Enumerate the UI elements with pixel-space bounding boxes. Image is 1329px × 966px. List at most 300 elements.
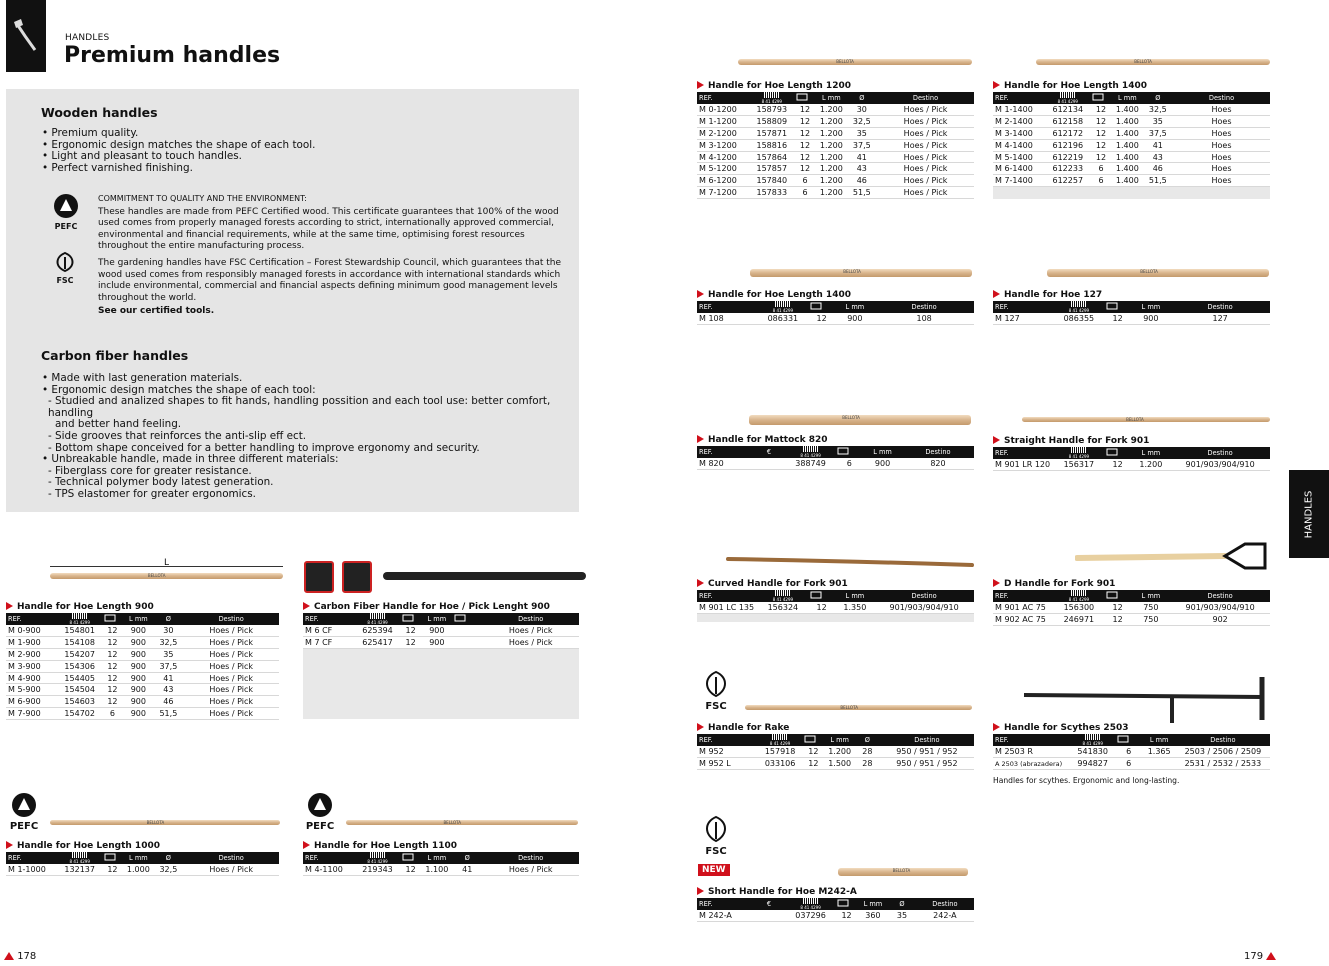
table-row xyxy=(697,910,974,922)
ean-prefix: 8 41 4299 xyxy=(800,453,821,458)
table-cell: 901/903/904/910 xyxy=(874,602,974,614)
curved-handle-image xyxy=(726,555,974,575)
table-cell: 157871 xyxy=(750,128,794,140)
pefc-text: These handles are made from PEFC Certified wood. This certificate guarantees that 100% of the wood used comes from properly managed forests according to strict, internationally approved commercial, environmental and financial requirements, while at the same time, optimising forest resources throughout the entire manufacturing process. xyxy=(98,206,559,252)
barcode-icon xyxy=(72,613,88,619)
table-cell: 12 xyxy=(1104,614,1132,626)
product-section xyxy=(697,80,974,199)
table-cell: 1.400 xyxy=(1112,175,1142,187)
column-header: REF. xyxy=(993,447,1054,459)
column-header xyxy=(1054,447,1104,459)
column-header: Destino xyxy=(1170,301,1270,313)
table-cell: 51,5 xyxy=(847,187,877,199)
column-header: Destino xyxy=(874,590,974,602)
table-cell: 12 xyxy=(794,151,816,163)
table-row xyxy=(697,187,974,199)
bullet: - Side grooves that reinforces the anti-slip eff ect. xyxy=(48,429,307,442)
column-header: Destino xyxy=(482,852,579,864)
column-header: Destino xyxy=(902,446,974,458)
table-cell: 219343 xyxy=(355,864,399,876)
handle-image xyxy=(346,820,578,825)
box-qty-icon xyxy=(1104,447,1132,459)
table-filler xyxy=(697,614,974,622)
box-qty-icon xyxy=(835,446,863,458)
column-header: Destino xyxy=(874,301,974,313)
ean-prefix: 8 41 4299 xyxy=(367,859,388,864)
table-cell: Hoes / Pick xyxy=(877,116,974,128)
product-section xyxy=(303,840,579,876)
table-cell: 1.365 xyxy=(1143,746,1176,758)
table-cell: 246971 xyxy=(1054,614,1104,626)
column-header xyxy=(58,852,102,864)
table-cell: 12 xyxy=(794,116,816,128)
table-cell: 901/903/904/910 xyxy=(1170,459,1270,471)
table-cell: M 1-900 xyxy=(6,637,58,649)
table-cell: M 902 AC 75 xyxy=(993,614,1054,626)
table-cell: 132137 xyxy=(58,864,102,876)
handle-image xyxy=(749,415,971,425)
box-qty-icon xyxy=(1104,301,1132,313)
table-row xyxy=(697,104,974,116)
ean-prefix: 8 41 4299 xyxy=(761,99,782,104)
table-cell: 612219 xyxy=(1046,151,1090,163)
column-header: L mm xyxy=(123,852,153,864)
table-cell: 612172 xyxy=(1046,128,1090,140)
table-row xyxy=(6,625,279,637)
carbon-handle-image xyxy=(383,572,586,580)
barcode-icon xyxy=(1071,301,1087,307)
page-number-left: 178 xyxy=(4,951,36,962)
ean-prefix: 8 41 4299 xyxy=(1057,99,1078,104)
barcode-icon xyxy=(1085,734,1101,740)
table-cell: 360 xyxy=(858,910,888,922)
ean-prefix: 8 41 4299 xyxy=(1082,741,1103,746)
barcode-icon xyxy=(775,590,791,596)
table-cell: M 820 xyxy=(697,458,752,470)
table-cell: 43 xyxy=(1143,151,1173,163)
bullet: • Light and pleasant to touch handles. xyxy=(42,150,242,163)
table-cell: 157864 xyxy=(750,151,794,163)
table-cell: M 6 CF xyxy=(303,625,355,637)
table-cell: M 5-900 xyxy=(6,684,58,696)
page-title: Premium handles xyxy=(64,43,281,68)
table-cell: 033106 xyxy=(758,758,802,770)
column-header: REF. xyxy=(993,590,1054,602)
barcode-icon xyxy=(370,613,386,619)
table-cell xyxy=(752,910,785,922)
scythe-note: Handles for scythes. Ergonomic and long-lasting. xyxy=(993,776,1180,785)
table-cell: 32,5 xyxy=(153,637,183,649)
certification-text xyxy=(98,193,568,318)
column-header: Destino xyxy=(183,613,279,625)
table-row xyxy=(697,139,974,151)
table-cell: M 7-1200 xyxy=(697,187,750,199)
column-header: Destino xyxy=(877,92,974,104)
product-name: Curved Handle for Fork 901 xyxy=(697,578,974,590)
handle-image xyxy=(50,820,280,825)
table-cell: 901/903/904/910 xyxy=(1170,602,1270,614)
handle-image xyxy=(1022,417,1270,422)
wooden-title: Wooden handles xyxy=(41,105,158,120)
box-qty-icon xyxy=(794,92,816,104)
table-cell: 12 xyxy=(1090,139,1112,151)
ean-prefix: 8 41 4299 xyxy=(772,597,794,602)
table-cell: 12 xyxy=(802,758,824,770)
table-cell: M 2503 R xyxy=(993,746,1071,758)
column-header: L mm xyxy=(1112,92,1142,104)
barcode-icon xyxy=(803,446,819,452)
product-section xyxy=(993,80,1270,199)
table-row xyxy=(6,649,279,661)
table-cell: 154207 xyxy=(58,649,102,661)
table-cell: 12 xyxy=(400,864,422,876)
table-cell: 900 xyxy=(123,660,153,672)
table-cell: 154603 xyxy=(58,696,102,708)
column-header: L mm xyxy=(1131,590,1170,602)
column-header: Ø xyxy=(1143,92,1173,104)
column-header: L mm xyxy=(863,446,902,458)
column-header xyxy=(1071,734,1115,746)
pefc-logo: PEFC xyxy=(46,193,86,231)
table-cell: 1.200 xyxy=(816,104,846,116)
table-cell: 612134 xyxy=(1046,104,1090,116)
product-name: Handle for Mattock 820 xyxy=(697,434,974,446)
table-cell: 1.200 xyxy=(816,151,846,163)
column-header: Destino xyxy=(916,898,974,910)
table-cell: 46 xyxy=(847,175,877,187)
length-label: L xyxy=(163,558,169,568)
table-cell: 12 xyxy=(794,163,816,175)
table-cell: M 901 LC 135 xyxy=(697,602,758,614)
table-cell: Hoes / Pick xyxy=(183,864,279,876)
table-cell: 32,5 xyxy=(1143,104,1173,116)
bullet: and better hand feeling. xyxy=(55,418,182,431)
column-header: REF. xyxy=(697,301,758,313)
table-cell: 750 xyxy=(1131,614,1170,626)
table-cell: 12 xyxy=(102,660,124,672)
bullet: • Premium quality. xyxy=(42,127,139,139)
handle-image xyxy=(750,269,972,277)
column-header: L mm xyxy=(1131,447,1170,459)
table-cell: Hoes / Pick xyxy=(877,187,974,199)
table-cell: Hoes xyxy=(1173,139,1270,151)
carbon-bullets xyxy=(42,373,572,501)
table-cell: 41 xyxy=(153,672,183,684)
box-qty-icon xyxy=(1090,92,1112,104)
table-cell: 1.400 xyxy=(1112,151,1142,163)
column-header xyxy=(1054,301,1104,313)
table-row xyxy=(697,458,974,470)
table-row xyxy=(993,758,1270,770)
table-cell: 1.200 xyxy=(816,187,846,199)
table-cell: 12 xyxy=(1104,459,1132,471)
table-cell: M 1-1200 xyxy=(697,116,750,128)
table-cell: 1.400 xyxy=(1112,116,1142,128)
table-cell: 6 xyxy=(1090,175,1112,187)
column-header: L mm xyxy=(123,613,153,625)
table-cell: Hoes / Pick xyxy=(877,128,974,140)
box-qty-icon xyxy=(802,734,824,746)
box-qty-icon xyxy=(1115,734,1143,746)
product-section xyxy=(697,886,974,922)
table-cell: M 3-1200 xyxy=(697,139,750,151)
table-cell: 37,5 xyxy=(847,139,877,151)
table-cell: 950 / 951 / 952 xyxy=(880,746,974,758)
column-header xyxy=(786,446,836,458)
table-cell: 12 xyxy=(400,625,422,637)
product-name: Handle for Scythes 2503 xyxy=(993,722,1270,734)
pefc-logo: PEFC xyxy=(303,792,337,832)
product-name: Handle for Hoe Length 1400 xyxy=(993,80,1270,92)
table-cell: 154306 xyxy=(58,660,102,672)
ean-prefix: 8 41 4299 xyxy=(1068,454,1090,459)
table-cell: 6 xyxy=(1115,746,1143,758)
table-cell: 35 xyxy=(153,649,183,661)
column-header: € xyxy=(752,898,785,910)
box-qty-icon xyxy=(102,613,124,625)
column-header: REF. xyxy=(993,301,1054,313)
table-cell: 12 xyxy=(1090,128,1112,140)
table-row xyxy=(993,139,1270,151)
table-cell: 625394 xyxy=(355,625,399,637)
barcode-icon xyxy=(803,898,819,904)
table-row xyxy=(993,116,1270,128)
product-table xyxy=(697,92,974,199)
table-cell: 6 xyxy=(1090,163,1112,175)
table-cell: 154405 xyxy=(58,672,102,684)
table-cell: 900 xyxy=(123,625,153,637)
table-row xyxy=(6,637,279,649)
table-cell: M 4-1200 xyxy=(697,151,750,163)
table-cell: Hoes / Pick xyxy=(877,151,974,163)
column-header: Ø xyxy=(888,898,916,910)
product-table xyxy=(993,92,1270,187)
product-name: Handle for Rake xyxy=(697,722,974,734)
column-header: L mm xyxy=(858,898,888,910)
product-table xyxy=(303,852,579,876)
handle-image xyxy=(1036,59,1270,65)
column-header xyxy=(1046,92,1090,104)
column-header: Destino xyxy=(183,852,279,864)
table-cell: 12 xyxy=(102,672,124,684)
table-row xyxy=(993,104,1270,116)
product-table xyxy=(993,734,1270,770)
box-qty-icon xyxy=(102,852,124,864)
table-filler xyxy=(993,187,1270,199)
box-qty-icon xyxy=(400,613,422,625)
column-header: Ø xyxy=(847,92,877,104)
table-row xyxy=(697,746,974,758)
handle-image xyxy=(745,705,972,710)
fsc-logo: FSC xyxy=(697,815,735,857)
table-cell: 900 xyxy=(123,649,153,661)
column-header: Destino xyxy=(1176,734,1270,746)
table-cell: 1.200 xyxy=(816,128,846,140)
table-cell xyxy=(752,458,785,470)
table-cell: 46 xyxy=(153,696,183,708)
table-cell: 12 xyxy=(1090,104,1112,116)
table-cell: M 3-900 xyxy=(6,660,58,672)
bullet: • Ergonomic design matches the shape of each tool: xyxy=(42,383,316,396)
fsc-logo: FSC xyxy=(48,251,82,285)
table-cell: 900 xyxy=(1131,313,1170,325)
table-row xyxy=(697,163,974,175)
box-qty-icon xyxy=(400,852,422,864)
column-header: REF. xyxy=(303,852,355,864)
table-cell: M 6-900 xyxy=(6,696,58,708)
table-cell: 6 xyxy=(102,708,124,720)
table-cell: M 952 L xyxy=(697,758,758,770)
table-cell: 51,5 xyxy=(1143,175,1173,187)
table-row xyxy=(697,151,974,163)
table-cell: 127 xyxy=(1170,313,1270,325)
ean-prefix: 8 41 4299 xyxy=(1068,597,1090,602)
table-cell: 157840 xyxy=(750,175,794,187)
column-header xyxy=(355,852,399,864)
table-row xyxy=(697,175,974,187)
table-cell: 900 xyxy=(835,313,874,325)
bullet: - TPS elastomer for greater ergonomics. xyxy=(48,487,256,500)
table-cell: M 242-A xyxy=(697,910,752,922)
info-box xyxy=(6,89,579,512)
column-header: REF. xyxy=(993,92,1046,104)
box-qty-icon xyxy=(835,898,857,910)
table-cell: Hoes / Pick xyxy=(877,163,974,175)
product-name: Handle for Hoe Length 1200 xyxy=(697,80,974,92)
table-cell: Hoes / Pick xyxy=(482,864,579,876)
product-table xyxy=(697,898,974,922)
table-row xyxy=(303,864,579,876)
table-cell: 1.350 xyxy=(835,602,874,614)
column-header: REF. xyxy=(6,613,58,625)
bullet: • Ergonomic design matches the shape of each tool. xyxy=(42,138,316,151)
ean-prefix: 8 41 4299 xyxy=(1068,308,1090,313)
column-header xyxy=(758,590,808,602)
table-cell: 157918 xyxy=(758,746,802,758)
table-cell: 157833 xyxy=(750,187,794,199)
table-row xyxy=(303,637,579,649)
table-cell: M 7-1400 xyxy=(993,175,1046,187)
column-header: REF. xyxy=(697,734,758,746)
table-cell: 6 xyxy=(794,175,816,187)
see-certified-link[interactable]: See our certified tools. xyxy=(98,306,215,317)
table-cell: M 5-1400 xyxy=(993,151,1046,163)
table-cell: 612233 xyxy=(1046,163,1090,175)
column-header: REF. xyxy=(697,446,752,458)
barcode-icon xyxy=(1071,447,1087,453)
table-cell: 158809 xyxy=(750,116,794,128)
table-cell: 2531 / 2532 / 2533 xyxy=(1176,758,1270,770)
table-cell: 32,5 xyxy=(153,864,183,876)
column-header: L mm xyxy=(835,590,874,602)
side-tab: HANDLES xyxy=(1289,470,1329,558)
table-cell: 12 xyxy=(400,637,422,649)
table-cell: Hoes / Pick xyxy=(183,708,279,720)
column-header: L mm xyxy=(422,613,452,625)
table-cell: 43 xyxy=(847,163,877,175)
table-cell: Hoes / Pick xyxy=(183,696,279,708)
column-header: REF. xyxy=(697,898,752,910)
table-cell: M 4-1100 xyxy=(303,864,355,876)
product-name: Handle for Hoe Length 1400 xyxy=(697,289,974,301)
table-filler xyxy=(303,649,579,719)
table-cell: 1.200 xyxy=(816,139,846,151)
table-cell: 41 xyxy=(1143,139,1173,151)
table-cell: Hoes / Pick xyxy=(877,104,974,116)
box-qty-icon xyxy=(808,590,836,602)
table-cell: 541830 xyxy=(1071,746,1115,758)
table-cell: M 901 AC 75 xyxy=(993,602,1054,614)
table-row xyxy=(6,864,279,876)
column-header: Ø xyxy=(452,852,482,864)
barcode-icon xyxy=(370,852,386,858)
table-row xyxy=(993,151,1270,163)
table-cell: M 0-1200 xyxy=(697,104,750,116)
column-header xyxy=(1054,590,1104,602)
table-cell: 43 xyxy=(153,684,183,696)
table-cell: M 6-1400 xyxy=(993,163,1046,175)
column-header: Destino xyxy=(1170,447,1270,459)
table-cell: M 4-900 xyxy=(6,672,58,684)
column-header xyxy=(758,301,808,313)
table-cell: Hoes / Pick xyxy=(183,649,279,661)
table-cell: M 952 xyxy=(697,746,758,758)
table-row xyxy=(697,313,974,325)
table-cell: Hoes / Pick xyxy=(183,625,279,637)
table-cell: 32,5 xyxy=(847,116,877,128)
table-cell: Hoes xyxy=(1173,163,1270,175)
table-row xyxy=(6,660,279,672)
bullet: • Made with last generation materials. xyxy=(42,372,243,384)
table-cell: Hoes / Pick xyxy=(183,684,279,696)
table-cell: 1.400 xyxy=(1112,104,1142,116)
barcode-icon xyxy=(772,734,788,740)
table-cell: 35 xyxy=(847,128,877,140)
column-header: REF. xyxy=(6,852,58,864)
table-row xyxy=(993,313,1270,325)
table-row xyxy=(993,602,1270,614)
ean-prefix: 8 41 4299 xyxy=(367,620,388,625)
table-cell: 1.200 xyxy=(816,163,846,175)
column-header: Destino xyxy=(1173,92,1270,104)
product-table xyxy=(993,590,1270,626)
table-cell: Hoes xyxy=(1173,104,1270,116)
table-cell: 900 xyxy=(422,625,452,637)
column-header: REF. xyxy=(993,734,1071,746)
table-row xyxy=(993,163,1270,175)
table-row xyxy=(697,128,974,140)
table-row xyxy=(993,746,1270,758)
product-table xyxy=(697,446,974,470)
table-cell: 158816 xyxy=(750,139,794,151)
category-label: HANDLES xyxy=(65,33,110,43)
table-cell: 35 xyxy=(888,910,916,922)
table-cell xyxy=(452,625,482,637)
table-cell: 30 xyxy=(847,104,877,116)
table-cell: 902 xyxy=(1170,614,1270,626)
product-name: Handle for Hoe Length 1100 xyxy=(303,840,579,852)
handle-image xyxy=(1047,269,1269,277)
barcode-icon xyxy=(1060,92,1076,98)
product-section xyxy=(6,601,279,720)
bullet: • Perfect varnished finishing. xyxy=(42,161,193,174)
table-cell: 12 xyxy=(808,602,836,614)
handle-image xyxy=(838,868,968,876)
barcode-icon xyxy=(1071,590,1087,596)
product-name: Carbon Fiber Handle for Hoe / Pick Lenght 900 xyxy=(303,601,579,613)
table-cell: M 2-900 xyxy=(6,649,58,661)
product-section xyxy=(6,840,279,876)
